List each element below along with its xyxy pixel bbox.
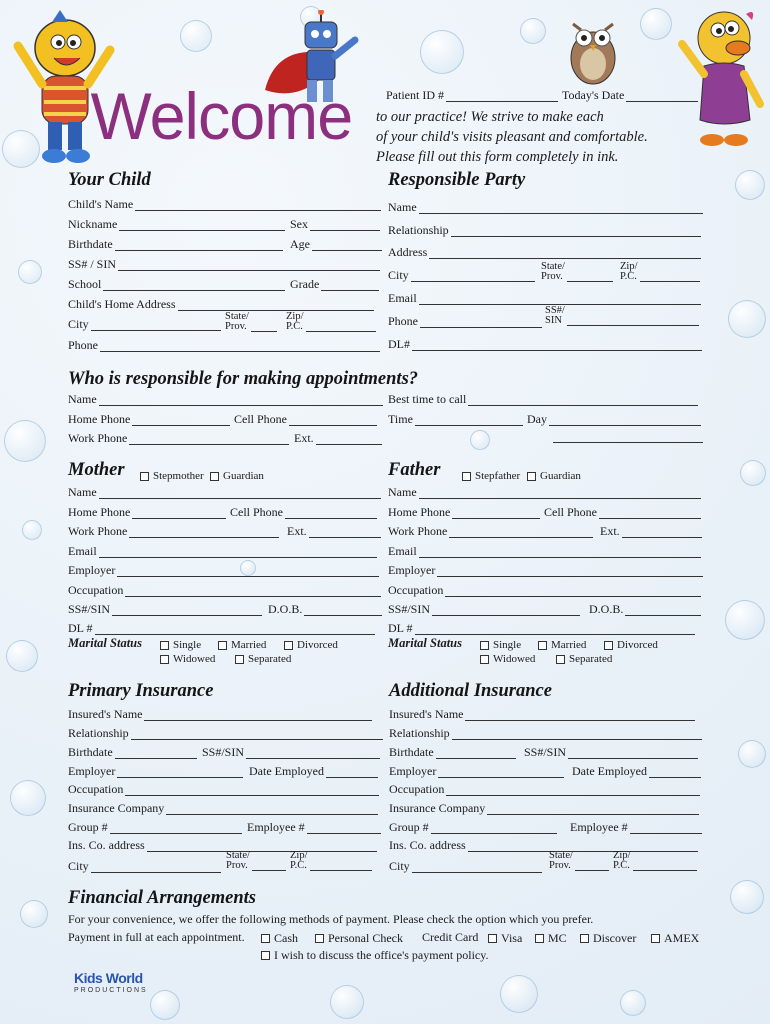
rp-zip-field[interactable]: Zip/ P.C. <box>620 262 700 282</box>
discuss-policy-checkbox[interactable]: I wish to discuss the office's payment policy. <box>261 948 488 963</box>
ai-occupation-field[interactable]: Occupation <box>389 782 700 796</box>
appt-ext-field[interactable]: Ext. <box>294 431 382 445</box>
pi-insured-name-field[interactable]: Insured's Name <box>68 707 372 721</box>
mother-ext-field[interactable]: Ext. <box>287 524 381 538</box>
todays-date-field[interactable]: Today's Date <box>562 88 698 102</box>
appointments-heading: Who is responsible for making appointments? <box>68 369 419 389</box>
ai-birthdate-field[interactable]: Birthdate <box>389 745 516 759</box>
child-phone-field[interactable]: Phone <box>68 338 380 352</box>
mother-work-phone-field[interactable]: Work Phone <box>68 524 279 538</box>
father-single-checkbox[interactable]: Single <box>480 639 521 651</box>
mother-guardian-checkbox[interactable]: Guardian <box>210 470 264 482</box>
ai-relationship-field[interactable]: Relationship <box>389 726 702 740</box>
ai-zip-field[interactable]: Zip/ P.C. <box>613 851 697 871</box>
father-employer-field[interactable]: Employer <box>388 563 703 577</box>
pi-ins-address-field[interactable]: Ins. Co. address <box>68 838 377 852</box>
mother-cell-phone-field[interactable]: Cell Phone <box>230 505 377 519</box>
father-dob-field[interactable]: D.O.B. <box>589 602 701 616</box>
pi-state-field[interactable]: State/ Prov. <box>226 851 286 871</box>
pi-zip-field[interactable]: Zip/ P.C. <box>290 851 372 871</box>
mother-heading: Mother <box>68 460 125 480</box>
amex-checkbox[interactable]: AMEX <box>651 931 699 946</box>
pi-birthdate-field[interactable]: Birthdate <box>68 745 197 759</box>
nickname-field[interactable]: Nickname <box>68 217 285 231</box>
father-widowed-checkbox[interactable]: Widowed <box>480 653 535 665</box>
mother-separated-checkbox[interactable]: Separated <box>235 653 291 665</box>
ai-insured-name-field[interactable]: Insured's Name <box>389 707 695 721</box>
appt-cell-phone-field[interactable]: Cell Phone <box>234 412 377 426</box>
mother-marital-status-label: Marital Status <box>68 636 142 650</box>
pi-insurance-company-field[interactable]: Insurance Company <box>68 801 378 815</box>
father-work-phone-field[interactable]: Work Phone <box>388 524 593 538</box>
mother-divorced-checkbox[interactable]: Divorced <box>284 639 338 651</box>
ai-ss-field[interactable]: SS#/SIN <box>524 745 698 759</box>
time-field[interactable]: Time <box>388 412 523 426</box>
rp-name-field[interactable]: Name <box>388 200 703 214</box>
financial-intro: For your convenience, we offer the following methods of payment. Please check the option which you prefer. <box>68 912 594 926</box>
appt-name-field[interactable]: Name <box>68 392 383 406</box>
father-cell-phone-field[interactable]: Cell Phone <box>544 505 701 519</box>
day-field[interactable]: Day <box>527 412 701 426</box>
rp-dl-field[interactable]: DL# <box>388 337 702 351</box>
home-address-field[interactable]: Child's Home Address <box>68 297 374 311</box>
mother-name-field[interactable]: Name <box>68 485 381 499</box>
father-email-field[interactable]: Email <box>388 544 701 558</box>
father-marital-status-label: Marital Status <box>388 636 462 650</box>
pi-date-employed-field[interactable]: Date Employed <box>249 764 378 778</box>
visa-checkbox[interactable]: Visa <box>488 931 522 946</box>
ss-sin-field[interactable]: SS# / SIN <box>68 257 380 271</box>
rp-city-field[interactable]: City <box>388 268 535 282</box>
rp-email-field[interactable]: Email <box>388 291 701 305</box>
owl-icon <box>565 12 621 88</box>
mother-married-checkbox[interactable]: Married <box>218 639 266 651</box>
pi-relationship-field[interactable]: Relationship <box>68 726 383 740</box>
mother-occupation-field[interactable]: Occupation <box>68 583 381 597</box>
mother-widowed-checkbox[interactable]: Widowed <box>160 653 215 665</box>
rp-state-field[interactable]: State/ Prov. <box>541 262 613 282</box>
responsible-party-heading: Responsible Party <box>388 170 526 190</box>
child-state-field[interactable]: State/ Prov. <box>225 312 277 332</box>
credit-card-label: Credit Card <box>422 930 479 944</box>
ai-employer-field[interactable]: Employer <box>389 764 564 778</box>
mother-single-checkbox[interactable]: Single <box>160 639 201 651</box>
father-separated-checkbox[interactable]: Separated <box>556 653 612 665</box>
pi-group-field[interactable]: Group # <box>68 820 242 834</box>
pi-ss-field[interactable]: SS#/SIN <box>202 745 380 759</box>
appt-work-phone-field[interactable]: Work Phone <box>68 431 289 445</box>
financial-heading: Financial Arrangements <box>68 888 256 908</box>
patient-id-field[interactable]: Patient ID # <box>386 88 558 102</box>
father-heading: Father <box>388 460 441 480</box>
mother-employer-field[interactable]: Employer <box>68 563 379 577</box>
school-field[interactable]: School <box>68 277 285 291</box>
mother-ss-field[interactable]: SS#/SIN <box>68 602 262 616</box>
appt-extra-line[interactable] <box>553 442 703 443</box>
ai-city-field[interactable]: City <box>389 859 542 873</box>
kids-world-logo: Kids World PRODUCTIONS <box>74 970 148 994</box>
primary-insurance-heading: Primary Insurance <box>68 681 214 701</box>
child-zip-field[interactable]: Zip/ P.C. <box>286 312 376 332</box>
duck-mascot-icon <box>676 4 768 154</box>
rp-phone-field[interactable]: Phone <box>388 314 542 328</box>
rp-address-field[interactable]: Address <box>388 245 701 259</box>
your-child-heading: Your Child <box>68 170 151 190</box>
father-occupation-field[interactable]: Occupation <box>388 583 701 597</box>
rp-ss-field[interactable]: SS#/ SIN <box>545 306 699 326</box>
mother-dl-field[interactable]: DL # <box>68 621 375 635</box>
birthdate-field[interactable]: Birthdate <box>68 237 283 251</box>
mother-home-phone-field[interactable]: Home Phone <box>68 505 226 519</box>
stepmother-checkbox[interactable]: Stepmother <box>140 470 204 482</box>
father-guardian-checkbox[interactable]: Guardian <box>527 470 581 482</box>
ai-insurance-company-field[interactable]: Insurance Company <box>389 801 699 815</box>
ai-date-employed-field[interactable]: Date Employed <box>572 764 701 778</box>
pi-occupation-field[interactable]: Occupation <box>68 782 379 796</box>
appt-home-phone-field[interactable]: Home Phone <box>68 412 230 426</box>
childs-name-field[interactable]: Child's Name <box>68 197 381 211</box>
father-dl-field[interactable]: DL # <box>388 621 695 635</box>
additional-insurance-heading: Additional Insurance <box>389 681 552 701</box>
grade-field[interactable]: Grade <box>290 277 379 291</box>
father-married-checkbox[interactable]: Married <box>538 639 586 651</box>
father-ss-field[interactable]: SS#/SIN <box>388 602 580 616</box>
personal-check-checkbox[interactable]: Personal Check <box>315 931 403 946</box>
rp-relationship-field[interactable]: Relationship <box>388 223 701 237</box>
intro-text: to our practice! We strive to make each of your child's visits pleasant and comfortable. Please fill out this form completely in ink. <box>376 109 648 165</box>
pi-employee-field[interactable]: Employee # <box>247 820 381 834</box>
pi-employer-field[interactable]: Employer <box>68 764 243 778</box>
mother-dob-field[interactable]: D.O.B. <box>268 602 382 616</box>
cash-checkbox[interactable]: Cash <box>261 931 298 946</box>
father-divorced-checkbox[interactable]: Divorced <box>604 639 658 651</box>
ai-employee-field[interactable]: Employee # <box>570 820 702 834</box>
payment-full-label: Payment in full at each appointment. <box>68 930 245 944</box>
ai-group-field[interactable]: Group # <box>389 820 557 834</box>
age-field[interactable]: Age <box>290 237 382 251</box>
mother-email-field[interactable]: Email <box>68 544 377 558</box>
ai-ins-address-field[interactable]: Ins. Co. address <box>389 838 698 852</box>
father-name-field[interactable]: Name <box>388 485 701 499</box>
stepfather-checkbox[interactable]: Stepfather <box>462 470 520 482</box>
father-ext-field[interactable]: Ext. <box>600 524 702 538</box>
sex-field[interactable]: Sex <box>290 217 380 231</box>
father-home-phone-field[interactable]: Home Phone <box>388 505 540 519</box>
discover-checkbox[interactable]: Discover <box>580 931 636 946</box>
welcome-title: Welcome <box>90 79 353 153</box>
ai-state-field[interactable]: State/ Prov. <box>549 851 609 871</box>
mc-checkbox[interactable]: MC <box>535 931 567 946</box>
best-time-field[interactable]: Best time to call <box>388 392 698 406</box>
pi-city-field[interactable]: City <box>68 859 221 873</box>
child-city-field[interactable]: City <box>68 317 221 331</box>
